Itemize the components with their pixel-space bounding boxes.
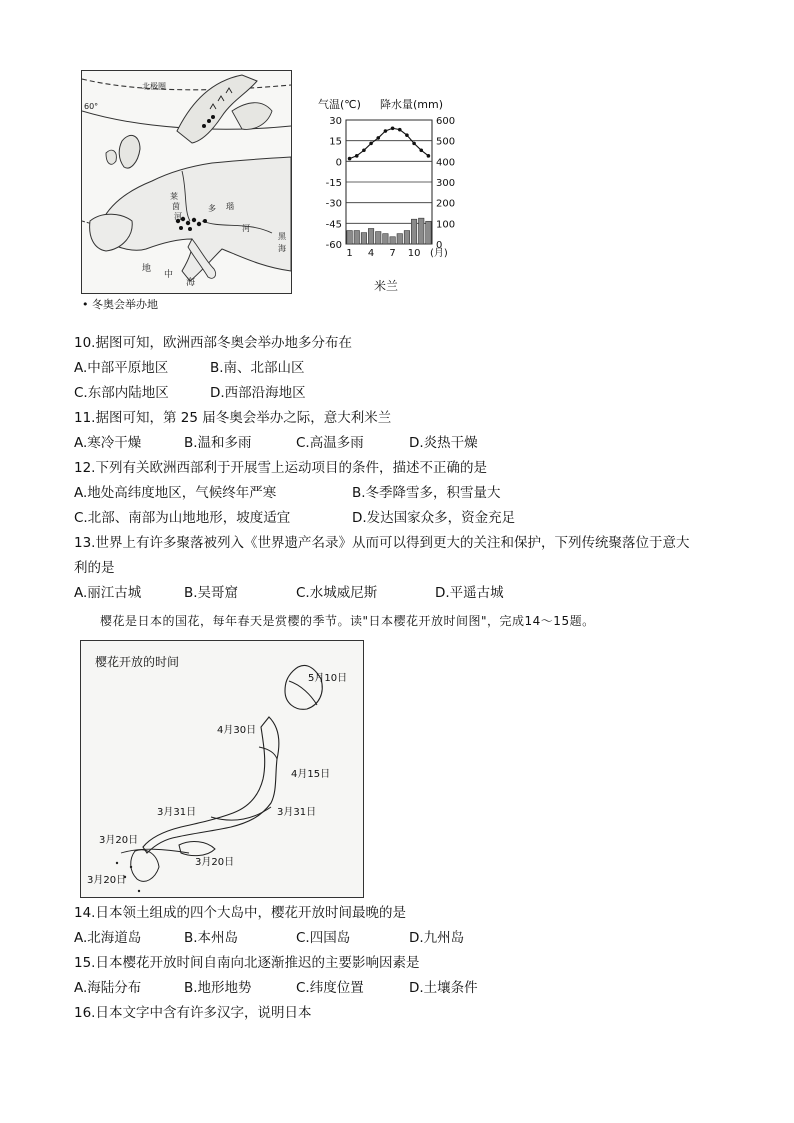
q15-stem: 15.日本樱花开放时间自南向北逐渐推迟的主要影响因素是 <box>74 955 420 971</box>
q10-option-a[interactable]: A.中部平原地区 <box>74 360 169 376</box>
temp-point <box>362 149 366 153</box>
q14-stem: 14.日本领土组成的四个大岛中，樱花开放时间最晚的是 <box>74 905 406 921</box>
temp-point <box>355 154 359 158</box>
q15-option-c[interactable]: C.纬度位置 <box>296 980 364 996</box>
svg-text:海: 海 <box>278 244 286 253</box>
precip-bar <box>390 237 395 244</box>
isoline-label-apr30: 4月30日 <box>217 725 257 736</box>
temp-point <box>391 126 395 130</box>
precip-axis-label: 降水量(mm) <box>380 98 444 111</box>
precip-bar <box>376 232 381 244</box>
month-tick-label: 4 <box>367 248 375 259</box>
precip-bar <box>426 221 431 244</box>
svg-text:莱: 莱 <box>170 192 178 201</box>
precip-tick-label: 100 <box>436 219 456 231</box>
q12-option-c[interactable]: C.北部、南部为山地地形，坡度适宜 <box>74 510 291 526</box>
isoline-label-apr15: 4月15日 <box>291 769 331 780</box>
precip-bar <box>354 231 359 244</box>
q13-option-a[interactable]: A.丽江古城 <box>74 585 142 601</box>
precip-bar <box>383 234 388 244</box>
precip-bar <box>411 219 416 244</box>
q15-option-b[interactable]: B.地形地势 <box>184 980 252 996</box>
precip-bar <box>368 229 373 245</box>
latitude-60-label: 60° <box>84 102 99 111</box>
temp-tick-label: 0 <box>335 157 342 169</box>
temp-point <box>376 136 380 140</box>
svg-text:黑: 黑 <box>278 232 286 241</box>
q13-option-d[interactable]: D.平遥古城 <box>435 585 504 601</box>
q13-stem-line2: 利的是 <box>74 560 115 576</box>
q13-stem-line1: 13.世界上有许多聚落被列入《世界遗产名录》从而可以得到更大的关注和保护，下列传统聚落位于意大 <box>74 535 690 551</box>
q16-stem: 16.日本文字中含有许多汉字，说明日本 <box>74 1005 312 1021</box>
temp-point <box>369 142 373 146</box>
q12-option-d[interactable]: D.发达国家众多，资金充足 <box>352 510 516 526</box>
precip-tick-label: 0 <box>436 240 443 251</box>
temp-point <box>419 149 423 153</box>
precip-tick-label: 500 <box>436 136 456 148</box>
temp-tick-label: 30 <box>329 116 342 127</box>
month-tick-label: 7 <box>389 248 396 259</box>
arctic-circle-label: 北极圈 <box>142 82 166 91</box>
q12-option-b[interactable]: B.冬季降雪多，积雪量大 <box>352 485 501 501</box>
q10-option-b[interactable]: B.南、北部山区 <box>210 360 305 376</box>
svg-text:瑙: 瑙 <box>226 202 234 211</box>
europe-map-legend: • 冬奥会举办地 <box>82 298 158 311</box>
temp-tick-label: 15 <box>329 136 342 148</box>
precip-bar <box>361 233 366 244</box>
q11-option-c[interactable]: C.高温多雨 <box>296 435 364 451</box>
precip-bar <box>397 234 402 244</box>
svg-text:河: 河 <box>174 212 182 221</box>
q15-option-d[interactable]: D.土壤条件 <box>409 980 478 996</box>
isoline-label-mar31-west: 3月31日 <box>157 807 197 818</box>
month-tick-label: 10 <box>407 248 421 259</box>
climate-chart-svg <box>312 112 472 262</box>
isoline-label-mar31-east: 3月31日 <box>277 807 317 818</box>
isoline-label-mar20-a: 3月20日 <box>99 835 139 846</box>
precip-bar <box>347 231 352 244</box>
q11-option-d[interactable]: D.炎热干燥 <box>409 435 478 451</box>
temp-tick-label: -45 <box>325 219 342 231</box>
q10-option-d[interactable]: D.西部沿海地区 <box>210 385 306 401</box>
q10-stem: 10.据图可知，欧洲西部冬奥会举办地多分布在 <box>74 335 352 351</box>
temp-point <box>412 142 416 146</box>
precip-tick-label: 200 <box>436 198 456 210</box>
q12-option-a[interactable]: A.地处高纬度地区，气候终年严寒 <box>74 485 277 501</box>
precip-tick-label: 600 <box>436 116 456 127</box>
q13-option-b[interactable]: B.吴哥窟 <box>184 585 239 601</box>
temp-line <box>350 128 429 158</box>
europe-map <box>81 70 292 294</box>
temp-point <box>384 129 388 133</box>
svg-text:海: 海 <box>186 278 196 288</box>
q13-option-c[interactable]: C.水城威尼斯 <box>296 585 378 601</box>
temp-point <box>405 133 409 137</box>
isoline-label-mar20-b: 3月20日 <box>195 857 235 868</box>
intro-14-15: 樱花是日本的国花，每年春天是赏樱的季节。读"日本樱花开放时间图"，完成14～15题。 <box>100 614 595 628</box>
q11-option-b[interactable]: B.温和多雨 <box>184 435 252 451</box>
climate-chart <box>312 94 472 294</box>
precip-bar <box>404 231 409 244</box>
precip-bar <box>419 218 424 244</box>
precip-tick-label: 400 <box>436 157 456 169</box>
temp-point <box>427 154 431 158</box>
temp-axis-label: 气温(℃) <box>318 98 361 111</box>
q15-option-a[interactable]: A.海陆分布 <box>74 980 142 996</box>
japan-map <box>80 640 364 898</box>
q10-option-c[interactable]: C.东部内陆地区 <box>74 385 169 401</box>
month-unit-label: (月) <box>430 248 448 259</box>
temp-point <box>348 157 352 161</box>
isoline-label-may10: 5月10日 <box>308 673 348 684</box>
q14-option-a[interactable]: A.北海道岛 <box>74 930 142 946</box>
svg-text:地: 地 <box>142 264 152 274</box>
q11-stem: 11.据图可知，第 25 届冬奥会举办之际，意大利米兰 <box>74 410 392 426</box>
temp-tick-label: -15 <box>325 178 342 189</box>
q12-stem: 12.下列有关欧洲西部利于开展雪上运动项目的条件，描述不正确的是 <box>74 460 487 476</box>
precip-tick-label: 300 <box>436 178 456 189</box>
month-tick-label: 1 <box>346 248 353 259</box>
q11-option-a[interactable]: A.寒冷干燥 <box>74 435 142 451</box>
svg-text:河: 河 <box>242 224 250 233</box>
q14-option-c[interactable]: C.四国岛 <box>296 930 351 946</box>
svg-text:中: 中 <box>164 270 174 280</box>
isoline-label-mar20-c: 3月20日 <box>87 875 127 886</box>
svg-text:茵: 茵 <box>172 202 180 211</box>
q14-option-d[interactable]: D.九州岛 <box>409 930 465 946</box>
chart-caption: 米兰 <box>374 279 399 293</box>
svg-text:多: 多 <box>208 204 216 213</box>
temp-point <box>398 128 402 132</box>
europe-map-drawing <box>82 71 291 293</box>
temp-tick-label: -60 <box>325 240 342 251</box>
japan-map-title: 樱花开放的时间 <box>95 655 180 669</box>
q14-option-b[interactable]: B.本州岛 <box>184 930 239 946</box>
temp-tick-label: -30 <box>325 198 342 210</box>
